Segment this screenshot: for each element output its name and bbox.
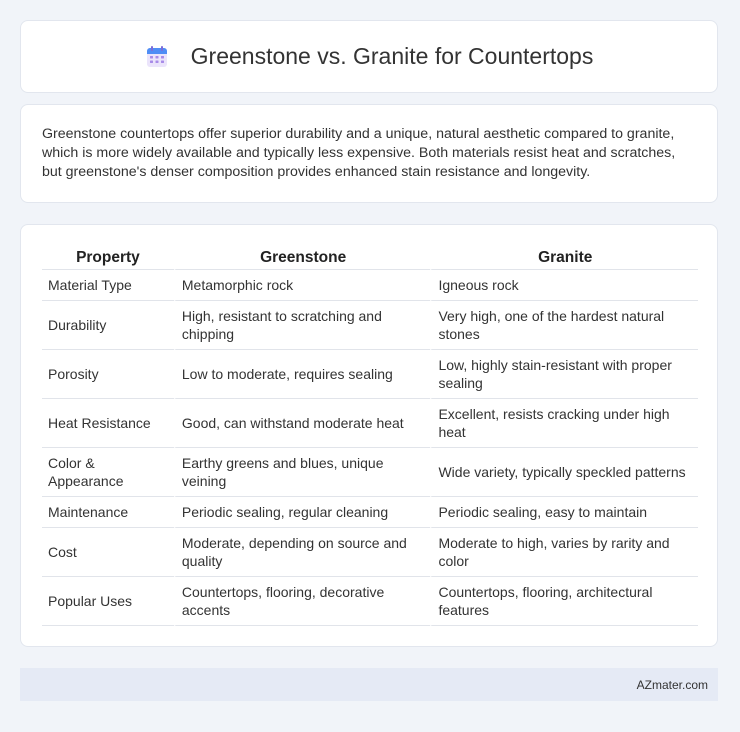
footer xyxy=(20,668,718,701)
table-cell: Excellent, resists cracking under high heat xyxy=(430,399,698,448)
comparison-table xyxy=(42,245,698,626)
summary-text: Greenstone countertops offer superior durability and a unique, natural aesthetic compared to granite, which is more widely available and typically less expensive. Both materials resist heat and scratches, but greenstone's denser composition provides enhanced stain resistance and longevity. xyxy=(42,126,676,180)
table-row xyxy=(42,301,698,350)
table-cell: Color & Appearance xyxy=(42,448,174,497)
column-header: Property xyxy=(42,245,174,270)
table-cell: Periodic sealing, easy to maintain xyxy=(430,497,698,528)
table-cell: Very high, one of the hardest natural stones xyxy=(430,301,698,350)
table-cell: Material Type xyxy=(42,270,174,301)
title-card xyxy=(20,20,718,93)
footer-site-link[interactable]: AZmater.com xyxy=(636,677,708,692)
table-cell: Countertops, flooring, decorative accents xyxy=(174,577,431,626)
table-cell: Durability xyxy=(42,301,174,350)
table-header-row xyxy=(42,245,698,270)
table-cell: Cost xyxy=(42,528,174,577)
table-cell: Periodic sealing, regular cleaning xyxy=(174,497,431,528)
table-cell: Metamorphic rock xyxy=(174,270,431,301)
comparison-table-card xyxy=(20,224,718,647)
table-cell: Heat Resistance xyxy=(42,399,174,448)
table-row xyxy=(42,528,698,577)
table-cell: Igneous rock xyxy=(430,270,698,301)
table-cell: High, resistant to scratching and chipping xyxy=(174,301,431,350)
table-cell: Earthy greens and blues, unique veining xyxy=(174,448,431,497)
table-cell: Porosity xyxy=(42,350,174,399)
page-title: Greenstone vs. Granite for Countertops xyxy=(190,43,594,69)
table-cell: Popular Uses xyxy=(42,577,174,626)
table-cell: Good, can withstand moderate heat xyxy=(174,399,431,448)
table-row xyxy=(42,399,698,448)
table-row xyxy=(42,448,698,497)
table-cell: Low to moderate, requires sealing xyxy=(174,350,431,399)
table-row xyxy=(42,350,698,399)
table-cell: Wide variety, typically speckled patterns xyxy=(430,448,698,497)
table-row xyxy=(42,577,698,626)
table-cell: Moderate to high, varies by rarity and color xyxy=(430,528,698,577)
column-header: Greenstone xyxy=(174,245,431,270)
calendar-icon xyxy=(145,45,169,69)
summary-card xyxy=(20,104,718,203)
table-cell: Countertops, flooring, architectural features xyxy=(430,577,698,626)
table-row xyxy=(42,497,698,528)
table-cell: Maintenance xyxy=(42,497,174,528)
table-cell: Moderate, depending on source and quality xyxy=(174,528,431,577)
table-cell: Low, highly stain-resistant with proper sealing xyxy=(430,350,698,399)
column-header: Granite xyxy=(430,245,698,270)
table-row xyxy=(42,270,698,301)
